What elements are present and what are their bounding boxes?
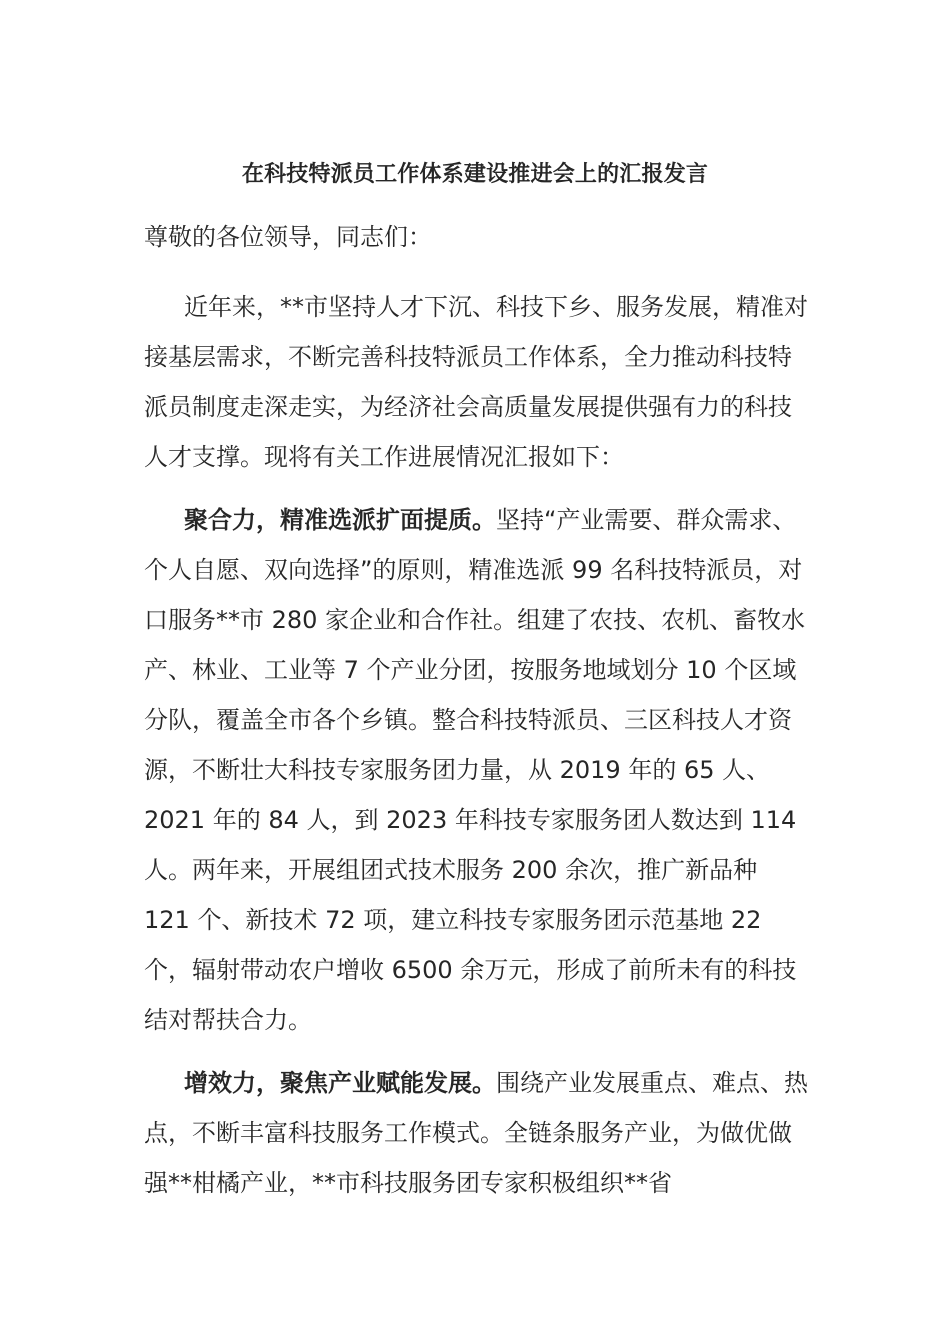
paragraph-text: 坚持“产业需要、群众需求、个人自愿、双向选择”的原则，精准选派 99 名科技特派员，对口服务**市 280 家企业和合作社。组建了农技、农机、畜牧水产、林业、工业等 7 个产业分团，按服务地域划分 10 个区域分队，覆盖全市各个乡镇。整合科技特派员、三区科技人才资源，不断壮大科技专家服务团力量，从 2019 年的 65 人、2021 年的 84 人，到 2023 年科技专家服务团人数达到 114 人。两年来，开展组团式技术服务 200 余次，推广新品种 121 个、新技术 72 项，建立科技专家服务团示范基地 22 个，辐射带动农户增收 6500 余万元，形成了前所未有的科技结对帮扶合力。	[144, 506, 806, 1034]
paragraph-text: 围绕产业发展重点、难点、热点，不断丰富科技服务工作模式。全链条服务产业，为做优做强**柑橘产业，**市科技服务团专家积极组织**省	[144, 1069, 808, 1197]
paragraph-section-1	[144, 495, 810, 1045]
salutation: 尊敬的各位领导，同志们：	[144, 223, 432, 251]
paragraph-intro	[144, 282, 810, 482]
paragraph-lead-heading: 增效力，聚焦产业赋能发展。	[184, 1069, 496, 1097]
document-title: 在科技特派员工作体系建设推进会上的汇报发言	[241, 162, 709, 187]
paragraph-lead-heading: 聚合力，精准选派扩面提质。	[184, 506, 496, 534]
document-body	[144, 282, 810, 1208]
paragraph-text: 近年来，**市坚持人才下沉、科技下乡、服务发展，精准对接基层需求，不断完善科技特派员工作体系，全力推动科技特派员制度走深走实，为经济社会高质量发展提供强有力的科技人才支撑。现将有关工作进展情况汇报如下：	[144, 293, 808, 471]
paragraph-section-2	[144, 1058, 810, 1208]
